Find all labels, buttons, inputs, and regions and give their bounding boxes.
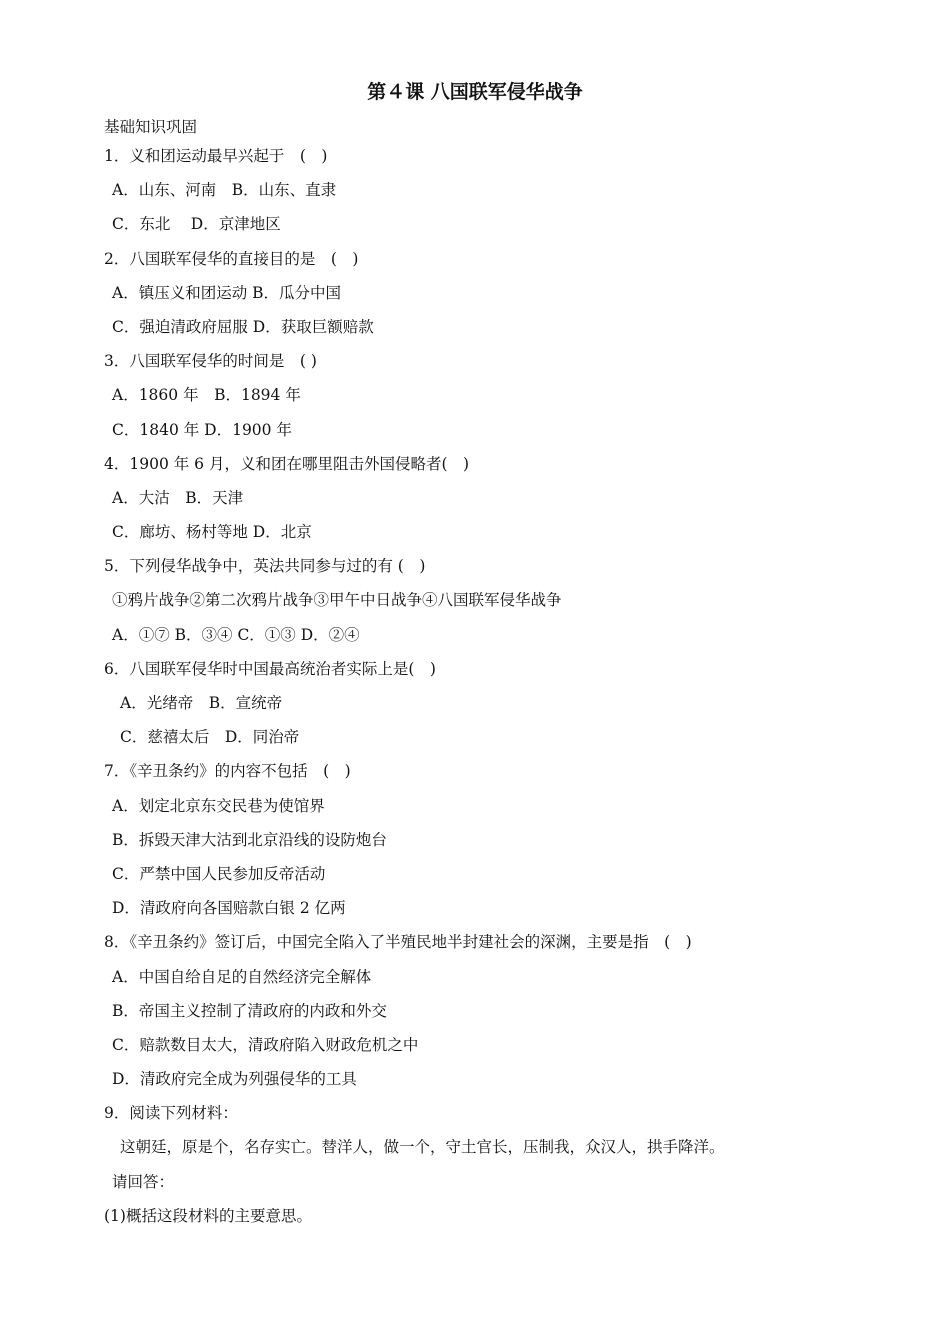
question-7: 7．《辛丑条约》的内容不包括 ( ) xyxy=(104,762,351,781)
question-5: 5．下列侵华战争中，英法共同参与过的有 ( ) xyxy=(104,557,426,576)
question-7-option-b: B．拆毁天津大沽到北京沿线的设防炮台 xyxy=(112,830,387,849)
question-9-material: 这朝廷，原是个，名存实亡。替洋人，做一个，守土官长，压制我，众汉人，拱手降洋。 xyxy=(120,1138,725,1157)
question-6-options-cd: C．慈禧太后 D．同治帝 xyxy=(120,728,300,747)
question-4-options-ab: A．大沽 B．天津 xyxy=(112,488,244,507)
question-1: 1．义和团运动最早兴起于 ( ) xyxy=(104,147,328,165)
question-5-options: A．①⑦ B．③④ C．①③ D．②④ xyxy=(112,625,360,644)
question-5-items: ①鸦片战争②第二次鸦片战争③甲午中日战争④八国联军侵华战争 xyxy=(112,591,562,610)
question-2: 2．八国联军侵华的直接目的是 ( ) xyxy=(104,249,359,268)
page-title: 第４课 八国联军侵华战争 xyxy=(367,81,583,103)
question-8: 8．《辛丑条约》签订后，中国完全陷入了半殖民地半封建社会的深渊，主要是指 ( ) xyxy=(104,933,692,952)
question-8-option-c: C．赔款数目太大，清政府陷入财政危机之中 xyxy=(112,1035,419,1054)
question-8-option-d: D．清政府完全成为列强侵华的工具 xyxy=(112,1070,357,1089)
question-3-options-ab: A．1860 年 B．1894 年 xyxy=(112,386,301,405)
question-9-prompt: 请回答： xyxy=(112,1172,175,1191)
question-2-options-ab: A．镇压义和团运动 B．瓜分中国 xyxy=(112,283,342,302)
question-8-option-a: A．中国自给自足的自然经济完全解体 xyxy=(112,967,372,986)
question-8-option-b: B．帝国主义控制了清政府的内政和外交 xyxy=(112,1001,387,1020)
question-4: 4．1900 年 6 月，义和团在哪里阻击外国侵略者( ) xyxy=(104,454,470,473)
question-7-option-d: D．清政府向各国赔款白银 2 亿两 xyxy=(112,899,346,918)
question-2-options-cd: C．强迫清政府屈服 D．获取巨额赔款 xyxy=(112,317,374,336)
question-3: 3．八国联军侵华的时间是 ( ) xyxy=(104,352,317,371)
question-9: 9．阅读下列材料： xyxy=(104,1104,238,1123)
question-7-option-a: A．划定北京东交民巷为使馆界 xyxy=(112,796,325,815)
question-7-option-c: C．严禁中国人民参加反帝活动 xyxy=(112,864,326,883)
question-4-options-cd: C．廊坊、杨村等地 D．北京 xyxy=(112,523,312,542)
document-body xyxy=(104,114,864,1237)
question-6-options-ab: A．光绪帝 B．宣统帝 xyxy=(120,694,283,712)
question-9-sub-1: (1)概括这段材料的主要意思。 xyxy=(104,1206,312,1225)
question-6: 6．八国联军侵华时中国最高统治者实际上是( ) xyxy=(104,659,436,678)
section-heading: 基础知识巩固 xyxy=(104,118,198,136)
question-1-options-cd: C．东北 D．京津地区 xyxy=(112,215,281,234)
question-1-options-ab: A．山东、河南 B．山东、直隶 xyxy=(112,181,337,200)
question-3-options-cd: C．1840 年 D．1900 年 xyxy=(112,420,292,439)
